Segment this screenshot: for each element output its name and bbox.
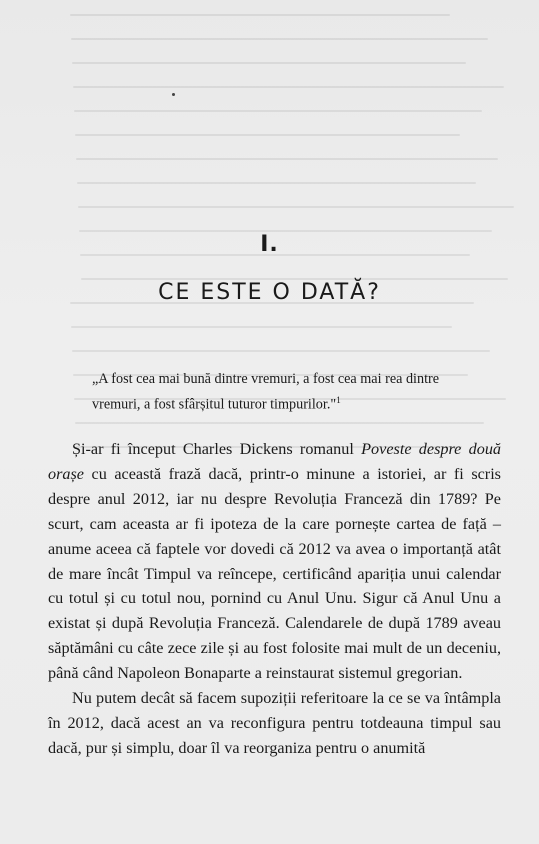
body-text bbox=[48, 437, 501, 761]
bleed-line bbox=[72, 62, 466, 64]
epigraph bbox=[92, 369, 482, 416]
paragraph-1-start: Și-ar fi început Charles Dickens romanul bbox=[72, 440, 362, 458]
ink-dot bbox=[172, 93, 175, 96]
bleed-line bbox=[71, 38, 488, 40]
footnote-mark: 1 bbox=[336, 395, 341, 405]
bleed-line bbox=[78, 206, 514, 208]
paragraph-1-rest: cu această frază dacă, printr-o minune a istoriei, ar fi scris despre anul 2012, iar nu despre Revoluția Franceză din 1789? Pe scurt, cam aceasta ar fi ipoteza de la care pornește cartea de față – anume aceea că faptele vor dovedi că 2012 va avea o importanță atât de mare încât Timpul va reîncepe, certificând apariția unui calendar cu totul și cu totul nou, pornind cu Anul Unu. Sigur că Anul Unu a existat și după Revoluția Franceză. Calendarele de după 1789 aveau săptămâni cu câte zece zile și au fost folosite mai mult de un deceniu, până când Napoleon Bonaparte a reinstaurat sistemul gregorian. bbox=[48, 464, 501, 683]
bleed-line bbox=[75, 134, 460, 136]
bleed-line bbox=[75, 422, 484, 424]
bleed-line bbox=[71, 326, 452, 328]
epigraph-text: „A fost cea mai bună dintre vremuri, a fost cea mai rea dintre vremuri, a fost sfârșitul tuturor timpurilor." bbox=[92, 371, 440, 413]
paragraph-1 bbox=[48, 437, 501, 686]
bleed-line bbox=[70, 14, 450, 16]
book-title: Poveste despre două orașe bbox=[48, 440, 502, 483]
bleed-line bbox=[76, 158, 498, 160]
paragraph-2: Nu putem decât să facem supoziții referitoare la ce se va întâmpla în 2012, dacă acest an va reconfigura pentru totdeauna timpul sau dacă, pur și simplu, doar îl va reorganiza pentru o anumită bbox=[48, 689, 501, 757]
bleed-line bbox=[73, 86, 504, 88]
bleed-line bbox=[72, 350, 490, 352]
bleed-line bbox=[77, 182, 476, 184]
bleed-line bbox=[74, 110, 482, 112]
chapter-title: CE ESTE O DATĂ? bbox=[158, 280, 381, 305]
chapter-number: I. bbox=[260, 232, 279, 257]
